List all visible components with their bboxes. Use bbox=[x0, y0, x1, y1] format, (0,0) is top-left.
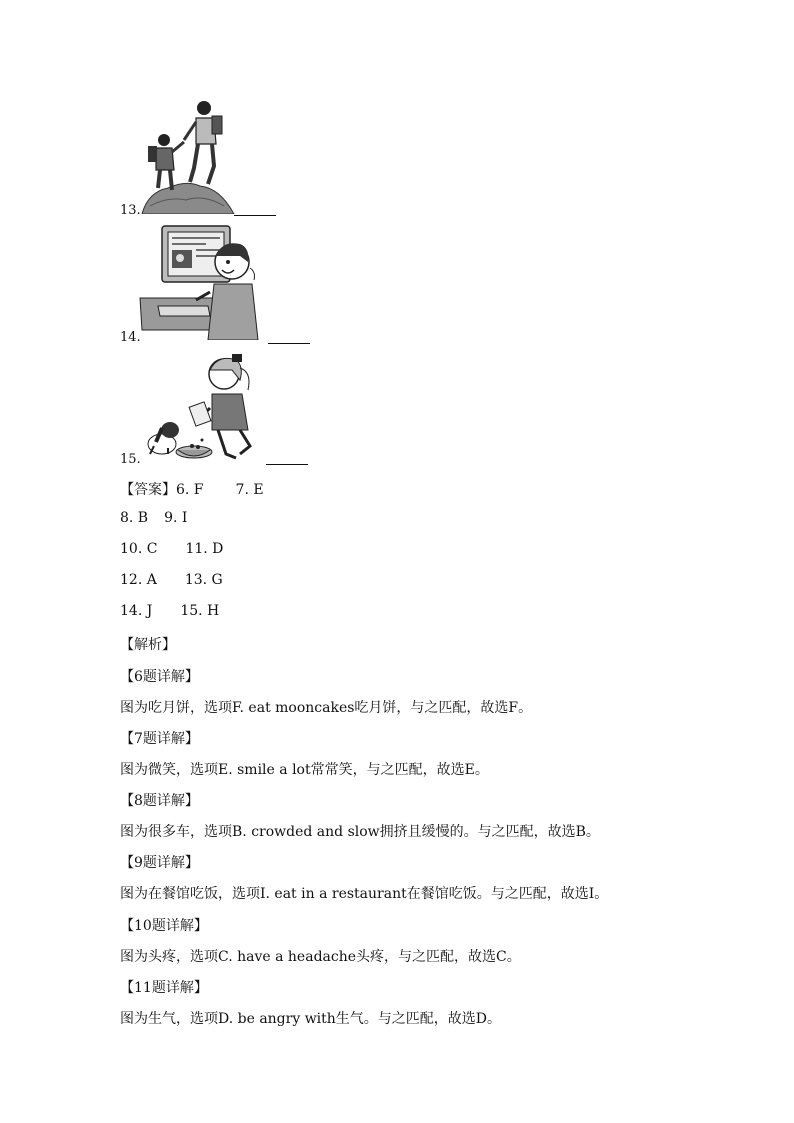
answer-item: 6. F bbox=[176, 482, 204, 498]
question-number: 13. bbox=[120, 203, 141, 218]
analysis-text: 图为微笑，选项E. smile a lot常常笑，与之匹配，故选E。 bbox=[120, 762, 489, 778]
analysis-heading: 【7题详解】 bbox=[120, 731, 199, 747]
analysis-text: 图为吃月饼，选项F. eat mooncakes吃月饼，与之匹配，故选F。 bbox=[120, 700, 533, 716]
boy-at-computer-illustration bbox=[136, 222, 262, 340]
answer-item: 11. D bbox=[185, 541, 224, 557]
answer-row-4 bbox=[120, 572, 223, 588]
analysis-text: 图为在餐馆吃饭，选项I. eat in a restaurant在餐馆吃饭。与之匹配，故选I。 bbox=[120, 886, 609, 902]
answer-item: 8. B bbox=[120, 510, 149, 526]
girl-feeding-dog-illustration bbox=[140, 350, 266, 462]
answer-item: 13. G bbox=[184, 572, 223, 588]
answer-item: 7. E bbox=[235, 482, 264, 498]
analysis-heading: 【8题详解】 bbox=[120, 793, 199, 809]
answer-label: 【答案】 bbox=[120, 482, 176, 498]
answer-row-2 bbox=[120, 510, 187, 526]
answer-item: 9. I bbox=[164, 510, 188, 526]
answer-item: 10. C bbox=[120, 541, 158, 557]
answer-item: 14. J bbox=[120, 603, 153, 619]
answer-item: 15. H bbox=[180, 603, 220, 619]
answer-row-5 bbox=[120, 603, 219, 619]
question-number: 14. bbox=[120, 330, 141, 345]
analysis-heading: 【10题详解】 bbox=[120, 918, 208, 934]
analysis-heading: 【9题详解】 bbox=[120, 855, 199, 871]
analysis-heading: 【11题详解】 bbox=[120, 980, 208, 996]
analysis-heading: 【6题详解】 bbox=[120, 669, 199, 685]
answer-blank[interactable] bbox=[268, 343, 310, 344]
analysis-text: 图为很多车，选项B. crowded and slow拥挤且缓慢的。与之匹配，故选B。 bbox=[120, 824, 600, 840]
hikers-on-mountain-illustration bbox=[138, 96, 238, 214]
analysis-label: 【解析】 bbox=[120, 637, 176, 653]
answer-blank[interactable] bbox=[266, 464, 308, 465]
analysis-text: 图为生气，选项D. be angry with生气。与之匹配，故选D。 bbox=[120, 1011, 502, 1027]
question-number: 15. bbox=[120, 452, 141, 467]
answer-item: 12. A bbox=[120, 572, 157, 588]
answer-row-3 bbox=[120, 541, 223, 557]
analysis-text: 图为头疼，选项C. have a headache头疼，与之匹配，故选C。 bbox=[120, 949, 521, 965]
answer-blank[interactable] bbox=[234, 215, 276, 216]
answer-row-1 bbox=[120, 479, 264, 499]
